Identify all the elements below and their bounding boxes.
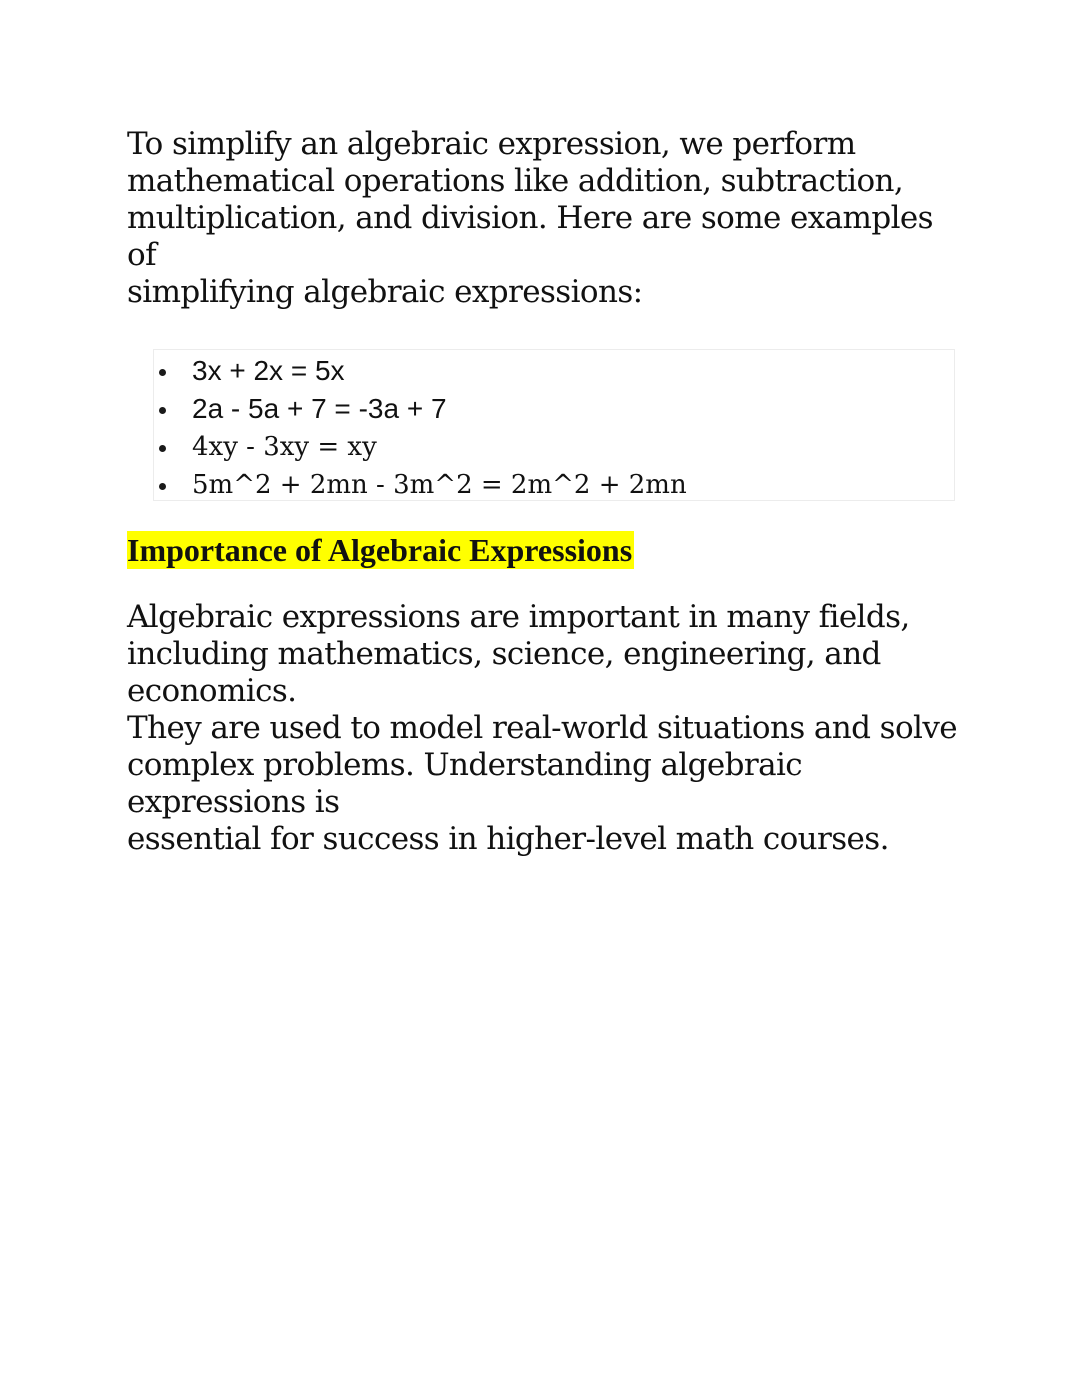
importance-paragraph: Algebraic expressions are important in many fields, including mathematics, science, engineering, and economics. They are used to model real-world situations and solve complex problems. Understanding algebraic expressions is essential for success in higher-level math courses.: [127, 599, 958, 857]
bullet-icon: [159, 445, 166, 452]
section-heading-wrapper: [127, 531, 967, 569]
document-page: [127, 126, 967, 858]
bullet-icon: [159, 369, 166, 376]
section-heading: Importance of Algebraic Expressions: [127, 532, 633, 568]
examples-box: [153, 349, 955, 501]
bullet-icon: [159, 483, 166, 490]
example-expression: 3x + 2x = 5x: [192, 355, 345, 386]
intro-paragraph: To simplify an algebraic expression, we perform mathematical operations like addition, subtraction, multiplication, and division. Here are some examples of simplifying algebraic expressions:: [127, 126, 933, 310]
example-expression: 2a - 5a + 7 = -3a + 7: [192, 393, 447, 424]
bullet-icon: [159, 407, 166, 414]
example-expression: 4xy - 3xy = xy: [192, 432, 377, 462]
example-expression: 5m^2 + 2mn - 3m^2 = 2m^2 + 2mn: [192, 470, 687, 500]
